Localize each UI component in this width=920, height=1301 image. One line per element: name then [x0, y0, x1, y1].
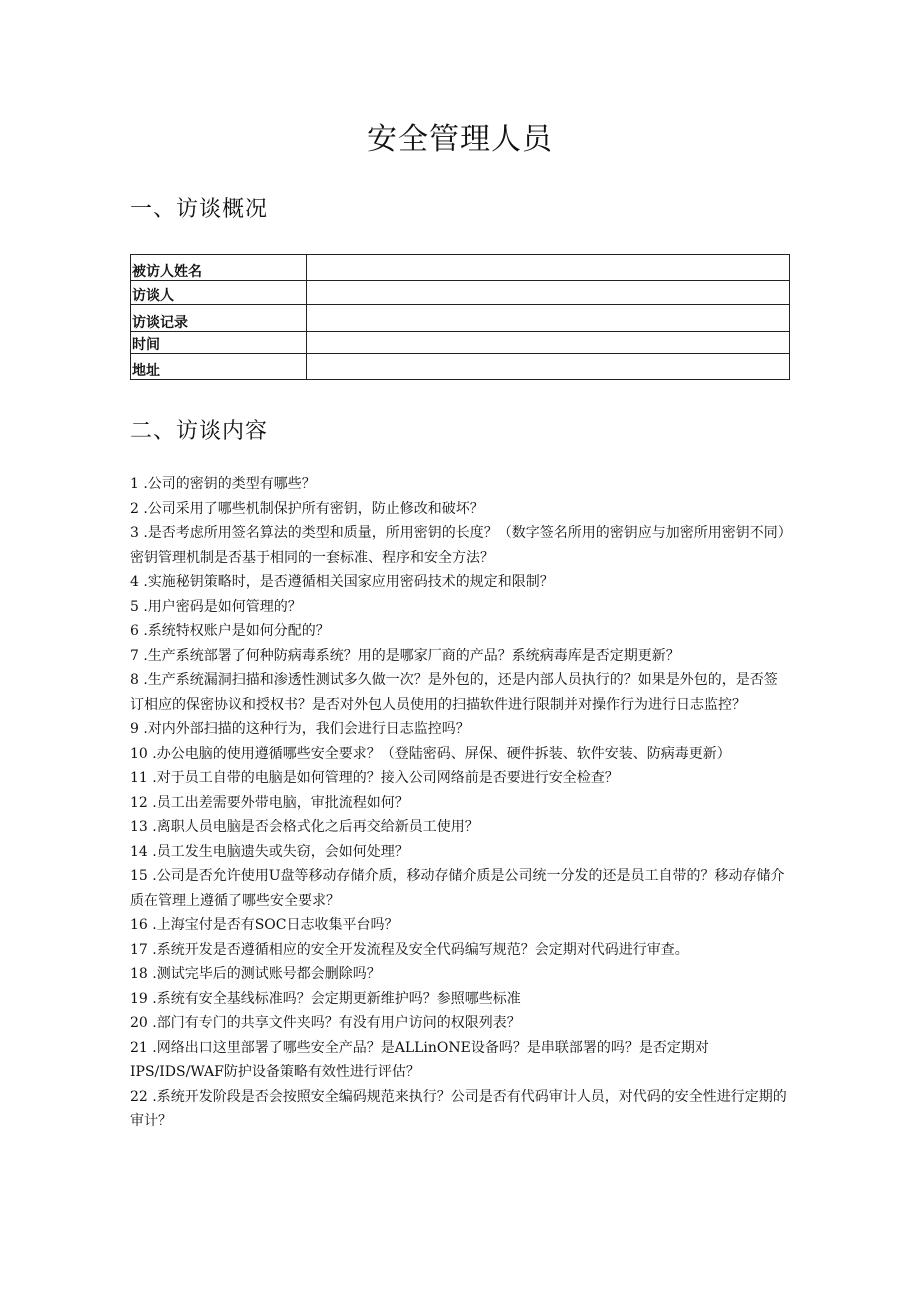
- question-item: 21 .网络出口这里部署了哪些安全产品？是ALLinONE设备吗？是串联部署的吗？是否定期对IPS/IDS/WAF防护设备策略有效性进行评估？: [130, 1039, 709, 1080]
- question-list: [130, 472, 790, 1134]
- info-row: [131, 332, 790, 354]
- question-item: 11 .对于员工自带的电脑是如何管理的？接入公司网络前是否要进行安全检查？: [130, 770, 619, 786]
- question-item: 6 .系统特权账户是如何分配的？: [130, 623, 330, 639]
- info-row: [131, 281, 790, 305]
- question-item: 13 .离职人员电脑是否会格式化之后再交给新员工使用？: [130, 819, 479, 835]
- section-heading-overview: 一、访谈概况: [130, 197, 269, 222]
- info-row: [131, 354, 790, 380]
- question-item: 12 .员工出差需要外带电脑，审批流程如何？: [130, 794, 409, 811]
- info-value: [307, 332, 790, 354]
- question-item: 22 .系统开发阶段是否会按照安全编码规范来执行？公司是否有代码审计人员，对代码的安全性进行定期的审计？: [130, 1088, 787, 1129]
- info-label: 被访人姓名: [131, 255, 307, 281]
- question-item: 18 .测试完毕后的测试账号都会删除吗？: [130, 966, 381, 982]
- question-item: 10 .办公电脑的使用遵循哪些安全要求？（登陆密码、屏保、硬件拆装、软件安装、防病毒更新）: [130, 745, 731, 762]
- interview-info-table: [130, 254, 790, 380]
- question-item: 2 .公司采用了哪些机制保护所有密钥，防止修改和破坏？: [130, 500, 484, 517]
- question-item: 19 .系统有安全基线标准吗？会定期更新维护吗？参照哪些标准: [130, 990, 521, 1007]
- info-row: [131, 305, 790, 332]
- info-value: [307, 354, 790, 380]
- info-value: [307, 305, 790, 332]
- info-row: [131, 255, 790, 281]
- document-title: 安全管理人员: [367, 122, 553, 157]
- info-label: 地址: [131, 354, 307, 380]
- info-label: 访谈记录: [131, 305, 307, 332]
- question-item: 17 .系统开发是否遵循相应的安全开发流程及安全代码编写规范？会定期对代码进行审查。: [130, 941, 689, 958]
- question-item: 4 .实施秘钥策略时，是否遵循相关国家应用密码技术的规定和限制？: [130, 574, 554, 590]
- question-item: 3 .是否考虑所用签名算法的类型和质量，所用密钥的长度？（数字签名所用的密钥应与加密所用密钥不同）密钥管理机制是否基于相同的一套标准、程序和安全方法？: [130, 525, 785, 566]
- section-heading-content: 二、访谈内容: [130, 419, 269, 444]
- info-value: [307, 255, 790, 281]
- question-item: 5 .用户密码是如何管理的？: [130, 598, 302, 615]
- question-item: 14 .员工发生电脑遗失或失窃，会如何处理？: [130, 843, 409, 860]
- info-value: [307, 281, 790, 305]
- question-item: 15 .公司是否允许使用U盘等移动存储介质，移动存储介质是公司统一分发的还是员工自带的？移动存储介质在管理上遵循了哪些安全要求？: [130, 868, 785, 909]
- question-item: 16 .上海宝付是否有SOC日志收集平台吗？: [130, 917, 399, 933]
- info-label: 访谈人: [131, 281, 307, 305]
- info-label: 时间: [131, 332, 307, 354]
- question-item: 9 .对内外部扫描的这种行为，我们会进行日志监控吗？: [130, 721, 470, 737]
- question-item: 1 .公司的密钥的类型有哪些？: [130, 476, 316, 492]
- question-item: 20 .部门有专门的共享文件夹吗？有没有用户访问的权限列表？: [130, 1015, 521, 1031]
- question-item: 7 .生产系统部署了何种防病毒系统？用的是哪家厂商的产品？系统病毒库是否定期更新？: [130, 647, 680, 664]
- question-item: 8 .生产系统漏洞扫描和渗透性测试多久做一次？是外包的，还是内部人员执行的？如果是外包的，是否签订相应的保密协议和授权书？是否对外包人员使用的扫描软件进行限制并对操作行为进行日志监控？: [130, 672, 778, 713]
